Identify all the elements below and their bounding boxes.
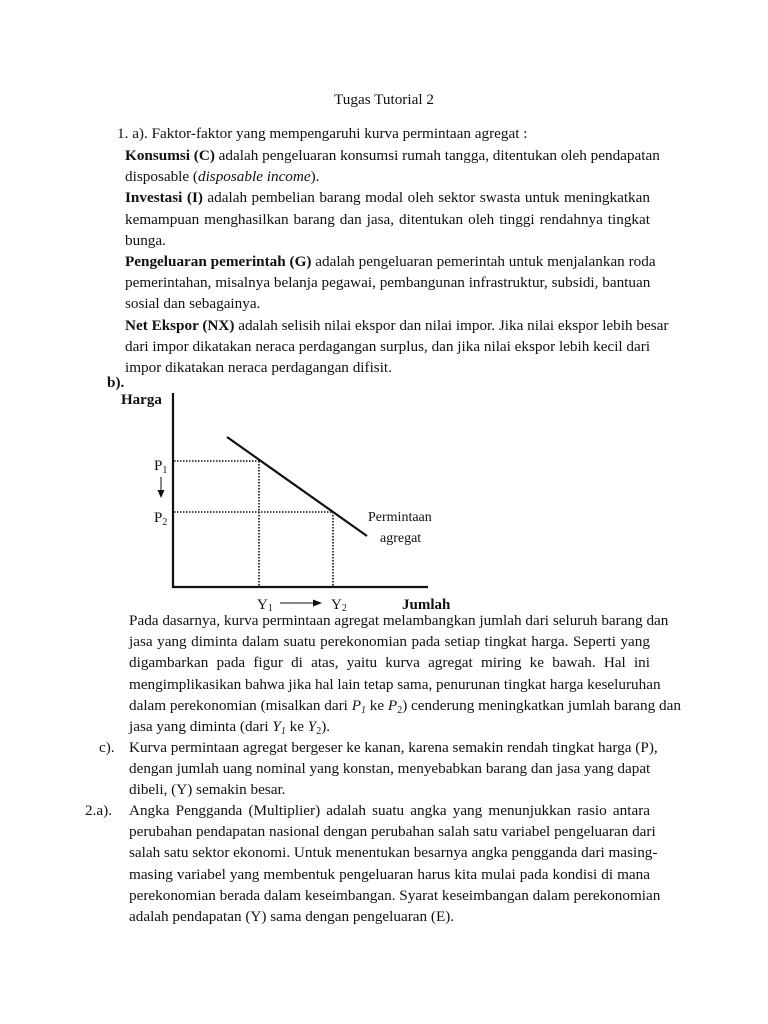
text-segment: pemerintahan, misalnya belanja pegawai, pembangunan infrastruktur, subsidi, bantuan xyxy=(125,274,651,292)
text-segment: ) cenderung meningkatkan jumlah barang dan xyxy=(402,696,681,714)
price-down-arrow-icon xyxy=(158,477,165,498)
p1-label: $P_1$ xyxy=(154,458,168,476)
italic-text: disposable income xyxy=(197,168,311,186)
p2-label: $P_2$ xyxy=(154,510,168,528)
text-segment: salah satu sektor ekonomi. Untuk menentukan besarnya angka pengganda dari masing- xyxy=(129,844,658,862)
curve-label-line2: agregat xyxy=(380,531,422,546)
text-segment: ). xyxy=(310,168,320,186)
text-line xyxy=(129,906,650,927)
text-segment: ). xyxy=(321,717,331,735)
subscript: 1 xyxy=(360,704,366,716)
subscript: 2 xyxy=(397,704,403,716)
italic-text: P xyxy=(351,696,361,714)
italic-text: P xyxy=(387,696,398,714)
text-line xyxy=(125,336,650,357)
bold-term: Pengeluaran pemerintah (G) xyxy=(125,252,312,270)
text-line xyxy=(125,209,650,230)
text-segment: jasa yang diminta dalam suatu perekonomian pada setiap tingkat harga. Seperti yang xyxy=(129,633,650,651)
text-segment: adalah selisih nilai ekspor dan nilai impor. Jika nilai ekspor lebih besar xyxy=(234,316,669,334)
text-segment: adalah pengeluaran pemerintah untuk menjalankan roda xyxy=(311,252,656,270)
demand-curve xyxy=(227,437,367,536)
bold-term: Net Ekspor (NX) xyxy=(125,316,235,334)
question-2a-body xyxy=(129,800,661,927)
x-axis-label: Jumlah xyxy=(402,597,451,613)
text-segment: impor dikatakan neraca perdagangan difisit. xyxy=(125,358,392,376)
text-line xyxy=(129,737,658,758)
text-segment: adalah pengeluaran konsumsi rumah tangga, ditentukan oleh pendapatan xyxy=(214,147,660,164)
text-line xyxy=(129,821,656,842)
text-line xyxy=(129,631,650,652)
question-2a-label: 2.a). xyxy=(85,802,112,819)
curve-label-line1: Permintaan xyxy=(368,510,432,525)
text-segment: bunga. xyxy=(125,231,166,249)
bold-term: Investasi (I) xyxy=(125,189,203,207)
y-axis-label: Harga xyxy=(121,392,162,408)
text-segment: mengimplikasikan bahwa jika hal lain tetap sama, penurunan tingkat harga keseluruhan xyxy=(129,675,661,693)
text-segment: Kurva permintaan agregat bergeser ke kanan, karena semakin rendah tingkat harga (P), xyxy=(129,739,658,756)
text-segment: masing variabel yang membentuk pengeluaran harus kita mulai pada kondisi di mana xyxy=(129,865,650,883)
text-segment: disposable ( xyxy=(125,168,198,186)
aggregate-demand-diagram xyxy=(100,385,460,613)
subscript: 1 xyxy=(280,725,286,737)
text-segment: perekonomian berada dalam keseimbangan. Syarat keseimbangan dalam perekonomian xyxy=(129,886,661,904)
text-line xyxy=(125,251,656,272)
subscript: 2 xyxy=(316,725,322,737)
text-line xyxy=(125,315,669,336)
quantity-right-arrow-icon xyxy=(280,600,322,607)
text-segment: kemampuan menghasilkan barang dan jasa, ditentukan oleh tinggi rendahnya tingkat xyxy=(125,210,650,228)
italic-text: Y xyxy=(272,717,281,735)
text-line xyxy=(129,652,650,673)
text-segment: ke xyxy=(365,696,388,714)
text-segment: ke xyxy=(285,717,308,735)
text-segment: Pada dasarnya, kurva permintaan agregat melambangkan jumlah dari seluruh barang dan xyxy=(129,612,669,629)
text-line xyxy=(125,187,650,208)
question-1a-body xyxy=(125,145,669,378)
text-segment: dari impor dikatakan neraca perdagangan surplus, dan jika nilai ekspor lebih kecil dari xyxy=(125,337,651,355)
text-line xyxy=(129,610,669,631)
y2-label: Y2 xyxy=(331,597,347,613)
text-line xyxy=(129,885,661,906)
text-segment: dibeli, (Y) semakin besar. xyxy=(129,781,286,799)
text-line xyxy=(129,864,650,885)
text-segment: sosial dan sebagainya. xyxy=(125,295,261,313)
text-segment: jasa yang diminta (dari xyxy=(129,717,273,735)
text-line xyxy=(129,800,650,821)
text-segment: perubahan pendapatan nasional dengan perubahan salah satu variabel pengeluaran dari xyxy=(129,823,656,841)
text-line xyxy=(125,272,650,293)
text-line xyxy=(129,842,658,863)
text-line xyxy=(125,145,660,166)
question-1b-body xyxy=(129,610,681,737)
text-segment: dalam perekonomian (misalkan dari xyxy=(129,696,352,714)
question-1b-label: b). xyxy=(107,374,125,391)
y1-label: Y1 xyxy=(257,597,273,613)
text-line xyxy=(125,230,650,251)
text-line xyxy=(129,758,650,779)
text-segment: digambarkan pada figur di atas, yaitu kurva agregat miring ke bawah. Hal ini xyxy=(129,654,650,672)
italic-text: Y xyxy=(307,717,317,735)
text-line xyxy=(125,166,650,187)
text-line xyxy=(125,357,650,378)
text-segment: adalah pendapatan (Y) sama dengan pengeluaran (E). xyxy=(129,907,455,925)
document-title: Tugas Tutorial 2 xyxy=(334,91,434,108)
question-1c-body xyxy=(129,737,658,801)
text-segment: adalah pembelian barang modal oleh sektor swasta untuk meningkatkan xyxy=(202,189,650,207)
text-line xyxy=(129,716,650,737)
text-segment: dengan jumlah uang nominal yang konstan, menyebabkan barang dan jasa yang dapat xyxy=(129,760,651,778)
text-line xyxy=(129,779,650,800)
text-line xyxy=(129,674,661,695)
question-1c-label: c). xyxy=(99,739,115,756)
question-1a-label: 1. a). Faktor-faktor yang mempengaruhi kurva permintaan agregat : xyxy=(117,125,528,142)
text-line xyxy=(125,293,650,314)
bold-term: Konsumsi (C) xyxy=(125,147,215,164)
text-line xyxy=(129,695,681,716)
text-segment: Angka Pengganda (Multiplier) adalah suatu angka yang menunjukkan rasio antara xyxy=(129,802,650,819)
